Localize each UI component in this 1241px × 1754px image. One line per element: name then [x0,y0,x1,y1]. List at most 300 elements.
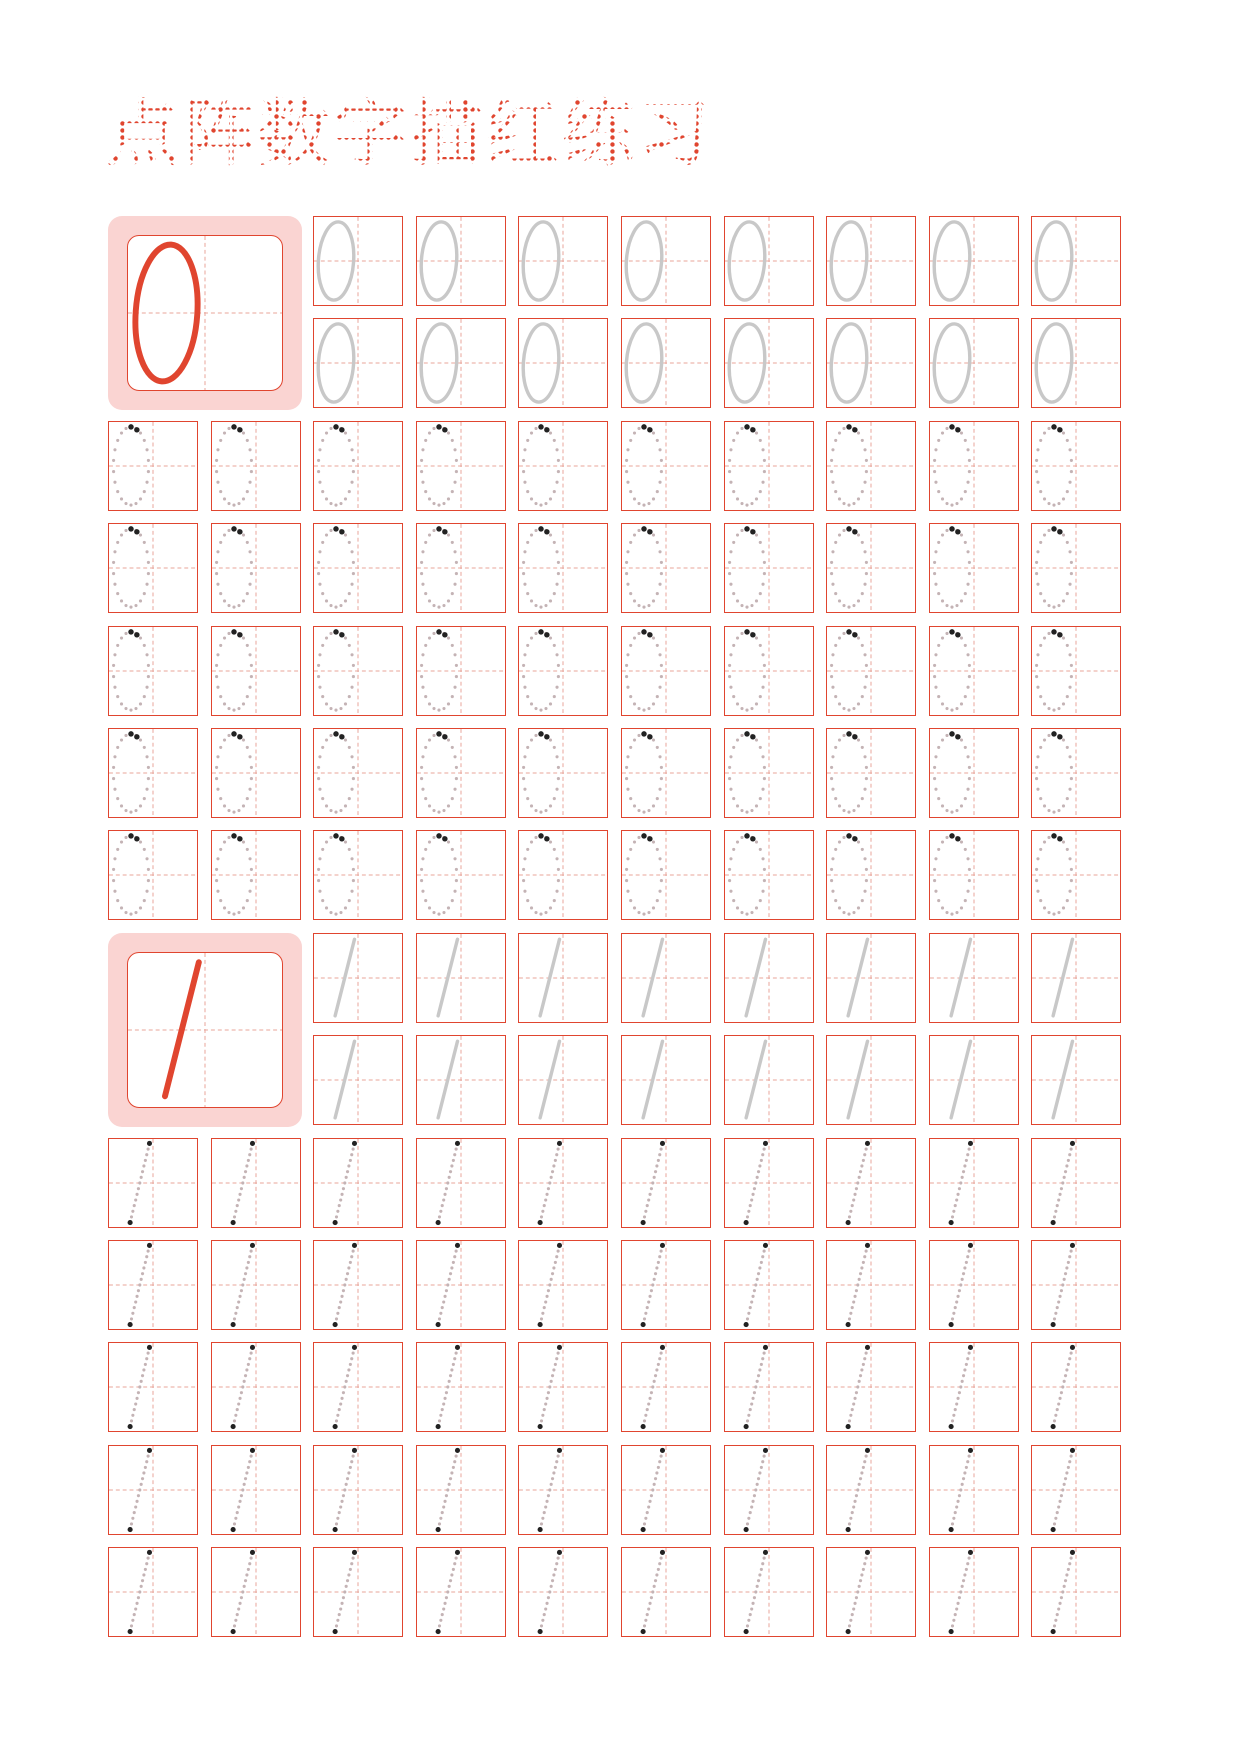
dotted-cell[interactable] [313,1138,403,1228]
trace-dot [321,643,324,646]
trace-dot [646,1613,649,1616]
dotted-cell[interactable] [724,1547,814,1637]
trace-dot [655,1164,658,1167]
trace-dot [535,809,538,812]
trace-dot [134,604,137,607]
trace-dot [440,1613,443,1616]
dotted-cell[interactable] [621,728,711,818]
dotted-cell[interactable] [929,421,1019,511]
dotted-cell[interactable] [724,1342,814,1432]
trace-dot [438,1317,441,1320]
dotted-cell[interactable] [518,830,608,920]
dotted-cell[interactable] [724,728,814,818]
trace-dot [1048,836,1051,839]
trace-dot [1058,1505,1061,1508]
dotted-cell[interactable] [211,728,301,818]
direction-dot [545,734,550,739]
trace-dot [249,1454,252,1457]
trace-dot [934,788,937,791]
dotted-cell[interactable] [621,1547,711,1637]
trace-dot [352,1352,355,1355]
trace-dot [130,1420,133,1423]
trace-cell[interactable] [518,933,608,1023]
trace-dot [246,1363,249,1366]
trace-cell[interactable] [621,933,711,1023]
dotted-cell[interactable] [211,1240,301,1330]
dotted-cell[interactable] [313,1342,403,1432]
dotted-cell[interactable] [929,1342,1019,1432]
trace-dot [862,1568,865,1571]
trace-dot [442,1198,445,1201]
dotted-cell[interactable] [518,1445,608,1535]
trace-dot [941,600,944,603]
dotted-cell[interactable] [826,523,916,613]
dotted-cell[interactable] [724,1445,814,1535]
trace-dot [959,1386,962,1389]
dotted-cell[interactable] [1031,830,1121,920]
trace-cell[interactable] [724,216,814,306]
trace-dot [758,695,761,698]
trace-dot [625,868,628,871]
dotted-cell[interactable] [1031,421,1121,511]
dotted-cell[interactable] [416,1445,506,1535]
dotted-cell[interactable] [313,1547,403,1637]
trace-dot [642,708,645,711]
dotted-cell[interactable] [826,1342,916,1432]
dotted-cell[interactable] [211,1547,301,1637]
trace-dot [650,1494,653,1497]
trace-dot [762,459,765,462]
dotted-cell[interactable] [929,830,1019,920]
trace-cell[interactable] [826,933,916,1023]
trace-dot [133,1306,136,1309]
trace-cell[interactable] [1031,318,1121,408]
dotted-cell[interactable] [416,830,506,920]
dotted-cell[interactable] [108,1342,198,1432]
trace-cell[interactable] [826,318,916,408]
dotted-cell[interactable] [518,421,608,511]
trace-dot [540,606,543,609]
trace-dot [637,631,640,634]
cell-guides [314,422,402,510]
start-dot [763,1345,768,1350]
trace-cell[interactable] [518,318,608,408]
trace-dot [759,1261,762,1264]
trace-dot [830,663,833,666]
trace-cell[interactable] [313,216,403,306]
trace-dot [112,663,115,666]
trace-dot [215,572,218,575]
dotted-cell[interactable] [416,421,506,511]
trace-dot [1062,1181,1065,1184]
dotted-cell[interactable] [108,1445,198,1535]
cell-guides [827,934,915,1022]
dotted-cell[interactable] [518,728,608,818]
dotted-cell[interactable] [826,1547,916,1637]
dotted-cell[interactable] [1031,1138,1121,1228]
start-dot [539,424,544,429]
trace-dot [655,1471,658,1474]
trace-cell[interactable] [929,1035,1019,1125]
dotted-cell[interactable] [826,830,916,920]
trace-cell[interactable] [518,1035,608,1125]
trace-dot [336,1209,339,1212]
trace-dot [625,572,628,575]
trace-dot [1043,841,1046,844]
dotted-cell[interactable] [826,728,916,818]
trace-cell[interactable] [724,933,814,1023]
trace-dot [242,497,245,500]
dotted-cell[interactable] [621,1445,711,1535]
trace-dot [1043,534,1046,537]
trace-dot [227,809,230,812]
trace-cell[interactable] [724,1035,814,1125]
dotted-cell[interactable] [826,626,916,716]
dotted-cell[interactable] [724,523,814,613]
trace-cell[interactable] [724,318,814,408]
direction-dot [442,836,447,841]
trace-dot [352,868,355,871]
trace-dot [865,1454,868,1457]
trace-dot [145,583,148,586]
trace-dot [968,879,971,882]
dotted-cell[interactable] [313,421,403,511]
dotted-cell[interactable] [108,1547,198,1637]
trace-dot [968,766,971,769]
trace-dot [120,431,123,434]
trace-dot [637,809,640,812]
start-dot [455,1345,460,1350]
dotted-cell[interactable] [416,728,506,818]
dotted-cell[interactable] [929,728,1019,818]
trace-dot [556,653,559,656]
trace-dot [651,1488,654,1491]
trace-dot [643,1522,646,1525]
trace-dot [527,592,530,595]
cell-guides [109,1139,197,1227]
trace-dot [830,561,833,564]
trace-cell[interactable] [826,216,916,306]
trace-dot [834,848,837,851]
trace-cell[interactable] [826,1035,916,1125]
trace-dot [341,1397,344,1400]
dotted-cell[interactable] [518,1240,608,1330]
trace-dot [637,707,640,710]
trace-dot [967,1454,970,1457]
direction-dot [442,529,447,534]
direction-dot [237,529,242,534]
dotted-cell[interactable] [724,421,814,511]
dotted-cell[interactable] [929,626,1019,716]
trace-dot [629,643,632,646]
trace-dot [352,470,355,473]
trace-dot [130,1317,133,1320]
trace-dot [952,1619,955,1622]
trace-dot [945,529,948,532]
trace-cell[interactable] [416,1035,506,1125]
trace-dot [351,653,354,656]
direction-dot [647,427,652,432]
trace-dot [143,695,146,698]
trace-dot [1048,734,1051,737]
dotted-cell[interactable] [621,1138,711,1228]
dotted-cell[interactable] [518,523,608,613]
dotted-cell[interactable] [621,626,711,716]
dotted-cell[interactable] [826,1240,916,1330]
cell-guides [930,1446,1018,1534]
dotted-cell[interactable] [108,421,198,511]
dotted-cell[interactable] [108,1240,198,1330]
trace-dot [857,702,860,705]
dotted-cell[interactable] [724,830,814,920]
trace-dot [761,1460,764,1463]
trace-dot [535,734,538,737]
dotted-cell[interactable] [929,1445,1019,1535]
dotted-cell[interactable] [826,421,916,511]
trace-dot [660,1147,663,1150]
trace-dot [1066,439,1069,442]
dotted-cell[interactable] [313,728,403,818]
dotted-cell[interactable] [929,1240,1019,1330]
trace-dot [145,1358,148,1361]
trace-dot [454,1352,457,1355]
trace-dot [143,643,146,646]
dotted-cell[interactable] [621,830,711,920]
start-dot [333,834,338,839]
direction-dot [750,734,755,739]
dotted-cell[interactable] [1031,626,1121,716]
trace-dot [740,911,743,914]
dotted-cell[interactable] [1031,523,1121,613]
trace-dot [758,1369,761,1372]
start-dot [455,1140,460,1145]
dotted-cell[interactable] [621,1240,711,1330]
cell-guides [519,319,607,407]
dotted-cell[interactable] [211,1138,301,1228]
trace-dot [443,1192,446,1195]
dotted-cell[interactable] [724,1138,814,1228]
trace-cell[interactable] [416,318,506,408]
dotted-cell[interactable] [108,626,198,716]
trace-dot [452,1261,455,1264]
trace-dot [637,502,640,505]
direction-dot [237,427,242,432]
trace-dot [854,1602,857,1605]
trace-dot [133,1408,136,1411]
trace-dot [728,663,731,666]
trace-dot [633,738,636,741]
trace-dot [736,738,739,741]
dotted-cell[interactable] [211,830,301,920]
dotted-cell[interactable] [416,626,506,716]
trace-dot [540,1625,543,1628]
dotted-cell[interactable] [518,1138,608,1228]
cell-guides [417,1139,505,1227]
trace-dot [133,1613,136,1616]
trace-dot [321,439,324,442]
dotted-cell[interactable] [211,523,301,613]
trace-dot [955,911,958,914]
trace-dot [237,1300,240,1303]
trace-dot [966,1153,969,1156]
dotted-cell[interactable] [1031,1445,1121,1535]
trace-dot [951,1522,954,1525]
dotted-cell[interactable] [313,1445,403,1535]
dotted-cell[interactable] [416,1547,506,1637]
dotted-cell[interactable] [416,1138,506,1228]
trace-cell[interactable] [929,216,1019,306]
trace-dot [325,431,328,434]
dotted-cell[interactable] [211,1445,301,1535]
dotted-cell[interactable] [929,523,1019,613]
trace-dot [832,788,835,791]
trace-dot [527,643,530,646]
dotted-cell[interactable] [518,1547,608,1637]
cell-guides [930,729,1018,817]
trace-dot [1063,1175,1066,1178]
dotted-cell[interactable] [416,1342,506,1432]
dotted-cell[interactable] [724,626,814,716]
dotted-cell[interactable] [1031,728,1121,818]
trace-dot [955,707,958,710]
trace-dot [147,1352,150,1355]
dotted-cell[interactable] [416,1240,506,1330]
trace-dot [245,439,248,442]
trace-cell[interactable] [929,933,1019,1023]
trace-dot [319,448,322,451]
dotted-cell[interactable] [826,1138,916,1228]
trace-dot [124,911,127,914]
trace-dot [853,911,856,914]
dotted-cell[interactable] [211,421,301,511]
trace-dot [960,636,963,639]
trace-dot [848,1625,851,1628]
trace-dot [346,1579,349,1582]
trace-dot [832,448,835,451]
trace-dot [955,1300,958,1303]
dotted-cell[interactable] [416,523,506,613]
trace-dot [453,1358,456,1361]
trace-dot [348,592,351,595]
dotted-cell[interactable] [108,523,198,613]
trace-dot [629,541,632,544]
start-dot [128,424,133,429]
trace-dot [447,636,450,639]
trace-dot [1053,1215,1056,1218]
trace-cell[interactable] [621,1035,711,1125]
trace-dot [1040,695,1043,698]
trace-dot [142,1574,145,1577]
dotted-cell[interactable] [211,626,301,716]
trace-dot [966,550,969,553]
trace-cell[interactable] [313,1035,403,1125]
trace-dot [451,592,454,595]
dotted-cell[interactable] [621,421,711,511]
trace-cell[interactable] [621,216,711,306]
trace-dot [352,572,355,575]
trace-dot [432,427,435,430]
dotted-cell[interactable] [313,1240,403,1330]
dotted-cell[interactable] [621,523,711,613]
trace-dot [962,1374,965,1377]
cell-guides [519,934,607,1022]
trace-dot [1053,1317,1056,1320]
dotted-cell[interactable] [313,830,403,920]
dotted-cell[interactable] [108,728,198,818]
start-dot [949,731,954,736]
trace-dot [748,1306,751,1309]
trace-cell[interactable] [929,318,1019,408]
trace-cell[interactable] [416,216,506,306]
trace-dot [761,1562,764,1565]
dotted-cell[interactable] [724,1240,814,1330]
trace-dot [651,1591,654,1594]
trace-cell[interactable] [1031,1035,1121,1125]
trace-dot [1058,707,1061,710]
trace-dot [1043,497,1046,500]
trace-dot [453,550,456,553]
dotted-cell[interactable] [108,830,198,920]
trace-dot [452,1466,455,1469]
trace-cell[interactable] [518,216,608,306]
trace-cell[interactable] [1031,216,1121,306]
trace-dot [968,777,971,780]
dotted-cell[interactable] [518,626,608,716]
trace-cell[interactable] [416,933,506,1023]
dotted-cell[interactable] [313,523,403,613]
trace-dot [350,1153,353,1156]
trace-dot [124,631,127,634]
trace-dot [317,663,320,666]
trace-dot [747,1516,750,1519]
dotted-cell[interactable] [518,1342,608,1432]
trace-dot [658,653,661,656]
dotted-cell[interactable] [621,1342,711,1432]
dotted-cell[interactable] [1031,1342,1121,1432]
trace-dot [522,663,525,666]
trace-dot [442,1608,445,1611]
trace-dot [745,913,748,916]
dotted-cell[interactable] [313,626,403,716]
trace-dot [1070,459,1073,462]
trace-dot [215,675,218,678]
dotted-cell[interactable] [826,1445,916,1535]
trace-dot [239,1596,242,1599]
dotted-cell[interactable] [108,1138,198,1228]
start-dot [763,1448,768,1453]
trace-cell[interactable] [1031,933,1121,1023]
trace-dot [732,592,735,595]
dotted-cell[interactable] [1031,1547,1121,1637]
trace-dot [144,1158,147,1161]
dotted-cell[interactable] [211,1342,301,1432]
trace-dot [420,868,423,871]
trace-cell[interactable] [621,318,711,408]
dotted-cell[interactable] [929,1547,1019,1637]
trace-cell[interactable] [313,933,403,1023]
trace-dot [859,1477,862,1480]
trace-cell[interactable] [313,318,403,408]
start-dot [968,1550,973,1555]
trace-dot [244,1477,247,1480]
trace-dot [834,899,837,902]
trace-dot [1048,809,1051,812]
start-dot [763,1550,768,1555]
trace-dot [736,907,739,910]
trace-dot [144,1568,147,1571]
dotted-cell[interactable] [929,1138,1019,1228]
dotted-cell[interactable] [1031,1240,1121,1330]
